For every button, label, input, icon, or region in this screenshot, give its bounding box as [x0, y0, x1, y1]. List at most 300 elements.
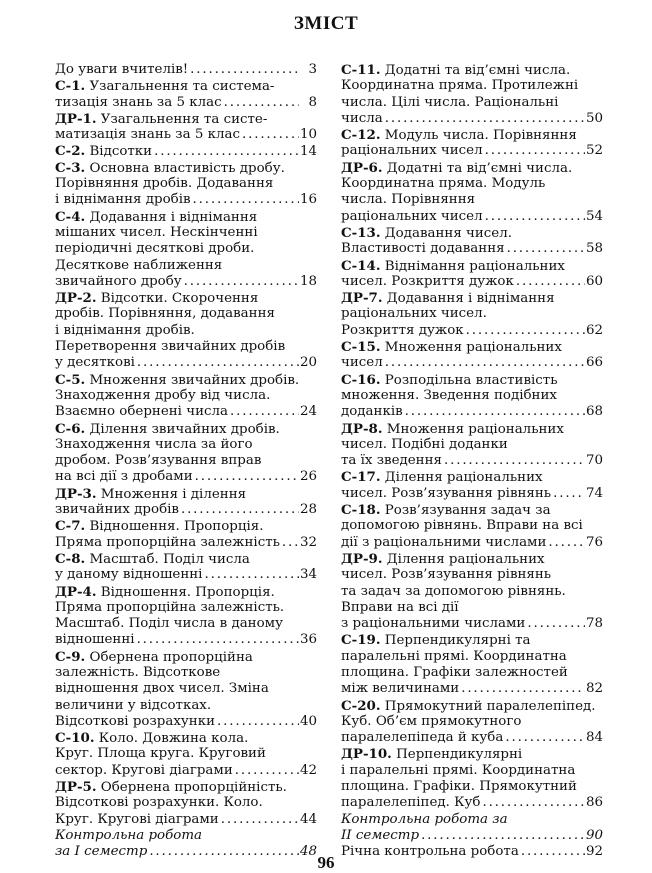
toc-entry-line	[55, 763, 317, 779]
toc-entry-line	[341, 372, 603, 388]
toc-page-number: 90	[585, 827, 603, 843]
toc-entry-text: чисел	[341, 355, 383, 371]
toc-entry-line	[341, 160, 603, 176]
toc-entry-text: Перетворення звичайних дробів	[55, 339, 286, 355]
toc-entry	[341, 290, 603, 339]
toc-entry	[341, 127, 603, 160]
dot-leader	[546, 535, 585, 551]
toc-entry-text: у даному відношенні	[55, 567, 203, 583]
toc-entry-text: II семестр	[341, 827, 420, 843]
toc-entry-code: ДР-6.	[341, 159, 383, 176]
toc-page-number: 68	[585, 404, 603, 420]
toc-page-number: 76	[585, 534, 603, 550]
toc-entry-line	[55, 388, 317, 404]
toc-entry-text: за I семестр	[55, 844, 148, 860]
toc-entry-text: Вправи на всі дії	[341, 599, 459, 615]
toc-page-number: 78	[585, 616, 603, 632]
toc-entry	[55, 518, 317, 551]
toc-entry-line	[55, 306, 317, 322]
toc-entry-text: між величинами	[341, 681, 460, 697]
toc-entry-text: періодичні десяткові дроби.	[55, 241, 255, 257]
toc-entry-code: ДР-8.	[341, 420, 383, 437]
toc-entry-line	[341, 339, 603, 355]
toc-page-number: 92	[585, 844, 603, 860]
toc-entry-code: ДР-3.	[55, 485, 97, 502]
toc-entry-line	[341, 241, 603, 257]
toc-entry-text: раціональних чисел	[341, 143, 483, 159]
dot-leader	[240, 127, 299, 143]
toc-page-number: 52	[585, 143, 603, 159]
toc-right-column	[341, 62, 603, 861]
dot-leader	[403, 404, 585, 420]
toc-entry-text: числа. Цілі числа. Раціональні	[341, 94, 559, 110]
page-title: ЗМІСТ	[293, 13, 359, 34]
toc-entry	[55, 111, 317, 144]
toc-entry-line	[55, 584, 317, 600]
toc-entry-line	[341, 95, 603, 111]
toc-entry-text: Обернена пропорційність.	[96, 780, 287, 796]
toc-entry-text: Взаємно обернені числа	[55, 404, 228, 420]
toc-page-number: 62	[585, 322, 603, 338]
toc-entry-text: відношенні	[55, 632, 135, 648]
toc-entry-line	[341, 62, 603, 78]
toc-page-number: 36	[299, 632, 317, 648]
page-number: 96	[317, 853, 335, 872]
toc-entry	[55, 486, 317, 519]
toc-entry-text: Масштаб. Поділ числа	[85, 551, 250, 567]
toc-entry	[55, 160, 317, 209]
toc-entry-text: Властивості додавання	[341, 241, 505, 257]
toc-entry-code: С-19.	[341, 632, 381, 649]
toc-entry-text: Масштаб. Поділ числа в даному	[55, 616, 283, 632]
toc-entry-text: Розв’язування задач за	[380, 503, 551, 519]
toc-page-number: 26	[299, 469, 317, 485]
toc-entry-text: доданків	[341, 404, 403, 420]
toc-entry-text: Пряма пропорційна залежність.	[55, 599, 285, 615]
toc-page-number: 10	[299, 127, 317, 143]
toc-entry-code: С-13.	[341, 224, 381, 241]
toc-entry-line	[341, 567, 603, 583]
toc-entry-line	[341, 323, 603, 339]
toc-entry-line	[55, 795, 317, 811]
toc-entry	[55, 290, 317, 371]
dot-leader	[551, 486, 585, 502]
toc-entry-text: дробів. Порівняння, додавання	[55, 306, 275, 322]
toc-entry-line	[55, 600, 317, 616]
toc-entry-text: Ділення раціональних	[382, 551, 545, 567]
toc-entry	[55, 78, 317, 111]
dot-leader	[505, 241, 585, 257]
dot-leader	[483, 143, 585, 159]
toc-entry-text: Додавання і віднімання	[382, 291, 555, 307]
toc-entry-line	[55, 160, 317, 176]
toc-entry-line	[55, 567, 317, 583]
toc-entry-text: Пряма пропорційна залежність	[55, 534, 280, 550]
toc-entry-text: Порівняння дробів. Додавання	[55, 176, 274, 192]
toc-entry-line	[341, 225, 603, 241]
toc-entry-line	[341, 698, 603, 714]
toc-entry-code: С-15.	[341, 339, 381, 356]
toc-entry-line	[55, 453, 317, 469]
toc-page-number: 86	[585, 795, 603, 811]
toc-entry-line	[55, 665, 317, 681]
toc-page-number: 58	[585, 241, 603, 257]
toc-entry-text: До уваги вчителів!	[55, 62, 189, 77]
toc-page-number: 60	[585, 273, 603, 289]
toc-entry-line	[341, 127, 603, 143]
toc-entry-line	[341, 632, 603, 648]
toc-entry-text: відношення двох чисел. Зміна	[55, 681, 269, 697]
toc-entry-text: Відсотки	[85, 144, 153, 160]
toc-entry-text: Узагальнення та система-	[85, 79, 275, 95]
toc-entry-text: Розподільна властивість	[380, 372, 558, 388]
toc-page-number: 42	[299, 762, 317, 778]
toc-entry-text: залежність. Відсоткове	[55, 664, 221, 680]
toc-entry-line	[55, 290, 317, 306]
toc-entry-line	[341, 502, 603, 518]
toc-entry-line	[55, 95, 317, 111]
toc-entry-text: Відсотки. Скорочення	[96, 291, 259, 307]
dot-leader	[179, 502, 299, 518]
toc-entry-code: ДР-7.	[341, 290, 383, 307]
toc-entry-line	[55, 698, 317, 714]
toc-page-number: 8	[308, 94, 317, 110]
toc-entry-text: Розкриття дужок	[341, 322, 464, 338]
toc-entry-text: Контрольна робота за	[341, 811, 508, 827]
toc-entry-text: Додатні та від’ємні числа.	[382, 160, 573, 176]
toc-entry-line	[341, 78, 603, 94]
toc-entry-code: С-17.	[341, 469, 381, 486]
toc-entry-line	[341, 681, 603, 697]
toc-entry-code: С-3.	[55, 159, 86, 176]
toc-entry-line	[341, 209, 603, 225]
toc-entry-code: С-5.	[55, 371, 86, 388]
toc-entry-line	[341, 306, 603, 322]
toc-entry-line	[341, 404, 603, 420]
toc-entry-text: раціональних чисел	[341, 208, 483, 224]
toc-entry-text: площина. Графіки. Прямокутний	[341, 779, 577, 795]
toc-entry-text: числа	[341, 110, 383, 126]
toc-entry-line	[341, 714, 603, 730]
toc-entry-line	[55, 714, 317, 730]
toc-entry	[341, 339, 603, 372]
toc-entry-line	[55, 339, 317, 355]
dot-leader	[525, 616, 585, 632]
toc-entry-line	[55, 209, 317, 225]
toc-entry-line	[55, 632, 317, 648]
toc-entry-text: Додавання чисел.	[380, 225, 512, 241]
dot-leader	[188, 62, 299, 78]
toc-entry-line	[341, 518, 603, 534]
toc-page-number: 44	[299, 811, 317, 827]
toc-entry-code: ДР-5.	[55, 779, 97, 796]
toc-entry-line	[341, 143, 603, 159]
toc-entry-line	[55, 649, 317, 665]
toc-entry-text: Множення раціональних	[382, 421, 564, 437]
toc-entry-text: чисел. Розкриття дужок	[341, 273, 514, 289]
toc-entry-line	[341, 795, 603, 811]
toc-entry	[341, 746, 603, 811]
dot-leader	[383, 111, 585, 127]
dot-leader	[215, 714, 299, 730]
toc-entry-text: Узагальнення та систе-	[96, 111, 268, 127]
toc-entry	[341, 372, 603, 421]
toc-entry-text: величини у відсотках.	[55, 697, 212, 713]
toc-entry-code: С-11.	[341, 62, 381, 78]
toc-entry-text: паралелепіпеда й куба	[341, 730, 504, 746]
toc-entry-line	[341, 290, 603, 306]
dot-leader	[442, 453, 585, 469]
toc-page-number: 74	[585, 485, 603, 501]
dot-leader	[503, 730, 585, 746]
toc-entry-text: дії з раціональними числами	[341, 534, 547, 550]
dot-leader	[233, 763, 299, 779]
toc-entry-line	[55, 681, 317, 697]
toc-entry-line	[341, 730, 603, 746]
toc-entry-text: Додавання і віднімання	[85, 209, 258, 225]
toc-page-number: 82	[585, 681, 603, 697]
toc-entry-text: чисел. Розв’язування рівнянь	[341, 485, 552, 501]
toc-entry-line	[55, 535, 317, 551]
toc-entry-text: чисел. Подібні доданки	[341, 436, 508, 452]
toc-page-number: 70	[585, 453, 603, 469]
toc-entry-line	[341, 486, 603, 502]
toc-entry-text: Куб. Об’єм прямокутного	[341, 713, 522, 729]
toc-page-number: 40	[299, 713, 317, 729]
toc-entry-code: С-20.	[341, 697, 381, 714]
toc-page-number: 48	[299, 844, 317, 860]
toc-page-number: 28	[299, 502, 317, 518]
toc-entry-code: С-1.	[55, 78, 86, 95]
toc-entry-text: Прямокутний паралелепіпед.	[380, 698, 596, 714]
toc-entry-text: Множення і ділення	[96, 486, 247, 502]
toc-entry-text: Координатна пряма. Протилежні	[341, 78, 579, 94]
toc-entry-text: раціональних чисел.	[341, 306, 487, 322]
dot-leader	[514, 274, 585, 290]
toc-entry-line	[341, 665, 603, 681]
toc-entry-line	[55, 551, 317, 567]
toc-entry-code: С-18.	[341, 502, 381, 519]
toc-page-number: 18	[299, 273, 317, 289]
dot-leader	[219, 812, 299, 828]
toc-entry-line	[55, 779, 317, 795]
toc-entry-line	[55, 225, 317, 241]
toc-entry-text: Віднімання раціональних	[380, 258, 565, 274]
toc-entry-text: Множення раціональних	[380, 340, 562, 356]
toc-entry-line	[55, 746, 317, 762]
toc-entry	[55, 372, 317, 421]
toc-entry	[341, 551, 603, 632]
toc-page-number: 66	[585, 355, 603, 371]
toc-entry	[55, 62, 317, 78]
dot-leader	[280, 535, 299, 551]
toc-page-number: 16	[299, 192, 317, 208]
dot-leader	[202, 567, 299, 583]
toc-page-number: 34	[299, 567, 317, 583]
toc-entry-line	[55, 469, 317, 485]
dot-leader	[152, 144, 299, 159]
toc-entry-line	[341, 355, 603, 371]
toc-entry-line	[341, 453, 603, 469]
toc-entry-text: Знаходження дробу від числа.	[55, 387, 271, 403]
toc-entry-text: Координатна пряма. Модуль	[341, 176, 546, 192]
toc-entry-code: ДР-10.	[341, 746, 392, 763]
toc-entry-text: сектор. Кругові діаграми	[55, 762, 233, 778]
toc-entry-text: площина. Графіки залежностей	[341, 664, 568, 680]
toc-entry-line	[55, 62, 317, 78]
toc-entry-line	[341, 535, 603, 551]
toc-entry-text: Відношення. Пропорція.	[85, 519, 264, 535]
toc-entry-text: Круг. Площа круга. Круговий	[55, 746, 266, 762]
toc-entry	[341, 258, 603, 291]
toc-entry-text: чисел. Розв’язування рівнянь	[341, 567, 552, 583]
toc-entry-text: паралелепіпед. Куб	[341, 795, 481, 811]
toc-entry-text: дробом. Розв’язування вправ	[55, 453, 262, 469]
dot-leader	[483, 209, 585, 225]
toc-entry-text: і паралельні прямі. Координатна	[341, 762, 576, 778]
toc-entry-line	[341, 746, 603, 762]
toc-entry-line	[55, 127, 317, 143]
toc-entry-text: Відсоткові розрахунки. Коло.	[55, 795, 263, 811]
toc-entry-code: С-8.	[55, 550, 86, 567]
toc-entry-text: допомогою рівнянь. Вправи на всі	[341, 518, 583, 534]
toc-entry-text: звичайного дробу	[55, 273, 182, 289]
toc-entry-text: множення. Зведення подібних	[341, 387, 557, 403]
toc-entry	[341, 502, 603, 551]
toc-entry	[55, 143, 317, 159]
toc-entry-text: Перпендикулярні	[391, 747, 523, 763]
toc-entry-text: та задач за допомогою рівнянь.	[341, 583, 566, 599]
dot-leader	[222, 95, 299, 111]
toc-entry-code: С-4.	[55, 208, 86, 225]
toc-entry-text: Контрольна робота	[55, 827, 203, 843]
toc-entry-text: паралельні прямі. Координатна	[341, 648, 567, 664]
toc-entry-line	[341, 421, 603, 437]
toc-entry-line	[341, 828, 603, 844]
toc-entry-line	[55, 437, 317, 453]
dot-leader	[383, 355, 585, 371]
toc-entry-code: С-2.	[55, 143, 86, 160]
dot-leader	[480, 795, 585, 811]
toc-entry-line	[55, 812, 317, 828]
toc-entry-text: Десяткове наближення	[55, 257, 223, 273]
toc-entry-text: і віднімання дробів	[55, 192, 191, 208]
toc-entry-text: Відсоткові розрахунки	[55, 713, 215, 729]
toc-entry-code: С-6.	[55, 420, 86, 437]
toc-entry-line	[341, 551, 603, 567]
toc-page-number: 50	[585, 110, 603, 126]
toc-entry	[55, 730, 317, 779]
toc-entry-code: С-12.	[341, 127, 381, 144]
toc-entry-code: С-14.	[341, 257, 381, 274]
toc-entry-line	[55, 828, 317, 844]
toc-entry-code: ДР-1.	[55, 110, 97, 127]
dot-leader	[459, 681, 585, 697]
toc-entry-line	[55, 730, 317, 746]
toc-entry-text: тизація знань за 5 клас	[55, 94, 222, 110]
toc-entry-text: Круг. Кругові діаграми	[55, 811, 219, 827]
toc-page-number: 20	[299, 355, 317, 371]
toc-entry-text: звичайних дробів	[55, 502, 179, 518]
toc-entry-text: числа. Порівняння	[341, 192, 476, 208]
toc-entry-line	[341, 258, 603, 274]
toc-entry-text: Додатні та від’ємні числа.	[380, 63, 571, 78]
toc-entry-text: Ділення раціональних	[380, 470, 543, 486]
toc-entry-code: С-10.	[55, 730, 95, 747]
toc-entry-text: з раціональними числами	[341, 616, 526, 632]
toc-entry-code: С-7.	[55, 518, 86, 535]
toc-entry-line	[55, 355, 317, 371]
toc-entry-line	[341, 779, 603, 795]
toc-entry	[341, 469, 603, 502]
toc-entry-line	[55, 274, 317, 290]
toc-entry-text: Обернена пропорційна	[85, 649, 253, 665]
toc-entry	[341, 632, 603, 697]
toc-entry-line	[341, 649, 603, 665]
toc-entry-text: Річна контрольна робота	[341, 844, 519, 860]
toc-entry-line	[341, 763, 603, 779]
dot-leader	[182, 274, 299, 290]
dot-leader	[419, 828, 585, 844]
toc-entry	[341, 421, 603, 470]
toc-entry-text: Знаходження числа за його	[55, 436, 253, 452]
toc-entry-line	[55, 404, 317, 420]
toc-entry	[55, 584, 317, 649]
toc-entry	[55, 779, 317, 828]
toc-page-number: 32	[299, 534, 317, 550]
dot-leader	[135, 355, 299, 371]
toc-entry-line	[341, 812, 603, 828]
toc-entry	[341, 62, 603, 127]
toc-entry-text: матизація знань за 5 клас	[55, 127, 240, 143]
dot-leader	[193, 469, 299, 485]
toc-entry-line	[341, 469, 603, 485]
toc-entry-line	[341, 111, 603, 127]
toc-entry-line	[55, 78, 317, 94]
toc-entry-line	[55, 616, 317, 632]
toc-entry-code: С-16.	[341, 371, 381, 388]
toc-entry-line	[341, 176, 603, 192]
toc-entry-line	[55, 241, 317, 257]
toc-entry	[341, 225, 603, 258]
dot-leader	[135, 632, 299, 648]
toc-entry	[55, 649, 317, 730]
toc-entry-text: мішаних чисел. Нескінченні	[55, 224, 258, 240]
toc-entry-line	[341, 584, 603, 600]
toc-entry-line	[55, 502, 317, 518]
toc-entry-text: і віднімання дробів.	[55, 322, 195, 338]
toc-entry-line	[55, 111, 317, 127]
toc-entry-code: ДР-4.	[55, 583, 97, 600]
toc-entry-text: Множення звичайних дробів.	[85, 372, 300, 388]
toc-entry-line	[341, 616, 603, 632]
toc-entry-line	[55, 372, 317, 388]
toc-entry-text: Ділення звичайних дробів.	[85, 421, 280, 437]
toc-entry	[341, 812, 603, 845]
toc-entry-text: Модуль числа. Порівняння	[380, 128, 577, 144]
toc-entry-text: у десяткові	[55, 355, 135, 371]
toc-entry	[55, 551, 317, 584]
toc-entry	[341, 698, 603, 747]
toc-entry-line	[341, 437, 603, 453]
toc-entry-line	[55, 143, 317, 159]
dot-leader	[191, 192, 299, 208]
toc-entry-line	[55, 176, 317, 192]
toc-entry-code: ДР-2.	[55, 290, 97, 307]
toc-entry-line	[341, 600, 603, 616]
toc-page-number: 14	[299, 144, 317, 160]
toc-entry-text: та їх зведення	[341, 453, 442, 469]
